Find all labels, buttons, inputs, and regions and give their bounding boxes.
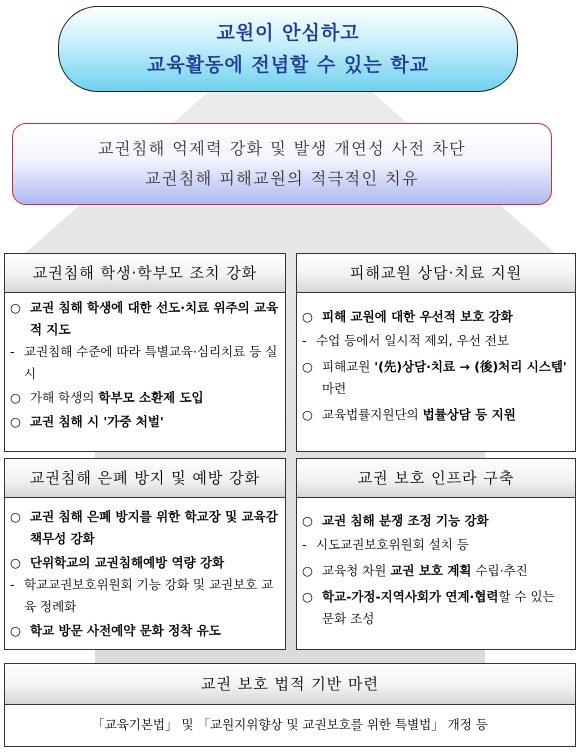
goal-banner bbox=[58, 6, 518, 92]
vision-box bbox=[12, 123, 552, 205]
list-item: ○ 교권 침해 시 '가중 처벌' bbox=[10, 414, 164, 429]
list-item: ○ 피해 교원에 대한 우선적 보호 강화 bbox=[302, 309, 513, 324]
list-item: ○ 교육청 차원 교권 보호 계획 수립·추진 bbox=[302, 563, 528, 578]
items-protection-infrastructure bbox=[302, 510, 570, 630]
box-title-protection-infrastructure: 교권 보호 인프라 구축 bbox=[296, 458, 576, 498]
list-item: ○ 학교 방문 사전예약 문화 정착 유도 bbox=[10, 623, 221, 638]
items-student-parent-measures bbox=[10, 297, 280, 433]
vision-line-2: 교권침해 피해교원의 적극적인 치유 bbox=[144, 169, 420, 188]
box-title-concealment-prevention: 교권침해 은폐 방지 및 예방 강화 bbox=[4, 458, 286, 498]
list-item: ○ 학교-가정-지역사회가 연계·협력할 수 있는 문화 조성 bbox=[302, 589, 555, 626]
legal-foundation-title: 교권 보호 법적 기반 마련 bbox=[5, 664, 575, 705]
list-item: - 학교교권보호위원회 기능 강화 및 교권보호 교육 정례화 bbox=[10, 577, 274, 614]
box-title-victim-counseling: 피해교원 상담·치료 지원 bbox=[296, 253, 576, 293]
list-item: - 시도교권보호위원회 설치 등 bbox=[302, 537, 469, 552]
list-item: - 교권침해 수준에 따라 특별교육·심리치료 등 실시 bbox=[10, 344, 278, 381]
list-item: ○ 단위학교의 교권침해예방 역량 강화 bbox=[10, 555, 225, 570]
list-item: ○ 교권 침해 은폐 방지를 위한 학교장 및 교육감 책무성 강화 bbox=[10, 509, 278, 546]
goal-line-2: 교육활동에 전념할 수 있는 학교 bbox=[146, 54, 430, 76]
items-concealment-prevention bbox=[10, 506, 280, 642]
list-item: ○ 가해 학생의 학부모 소환제 도입 bbox=[10, 390, 204, 405]
goal-line-1: 교원이 안심하고 bbox=[216, 22, 360, 44]
items-victim-counseling bbox=[302, 306, 570, 426]
legal-foundation-box bbox=[4, 663, 576, 747]
list-item: ○ 교육법률지원단의 법률상담 등 지원 bbox=[302, 407, 516, 422]
legal-foundation-text: 「교육기본법」 및 「교원지위향상 및 교권보호를 위한 특별법」 개정 등 bbox=[92, 717, 488, 732]
list-item: ○ 교권 침해 학생에 대한 선도·치료 위주의 교육적 지도 bbox=[10, 300, 279, 337]
list-item: ○ 교권 침해 분쟁 조정 기능 강화 bbox=[302, 513, 489, 528]
vision-line-1: 교권침해 억제력 강화 및 발생 개연성 사전 차단 bbox=[97, 139, 467, 158]
box-title-student-parent-measures: 교권침해 학생·학부모 조치 강화 bbox=[4, 253, 286, 293]
list-item: ○ 피해교원 '(先)상담·치료 → (後)처리 시스템' 마련 bbox=[302, 359, 567, 396]
list-item: - 수업 등에서 일시적 제외, 우선 전보 bbox=[302, 333, 509, 348]
